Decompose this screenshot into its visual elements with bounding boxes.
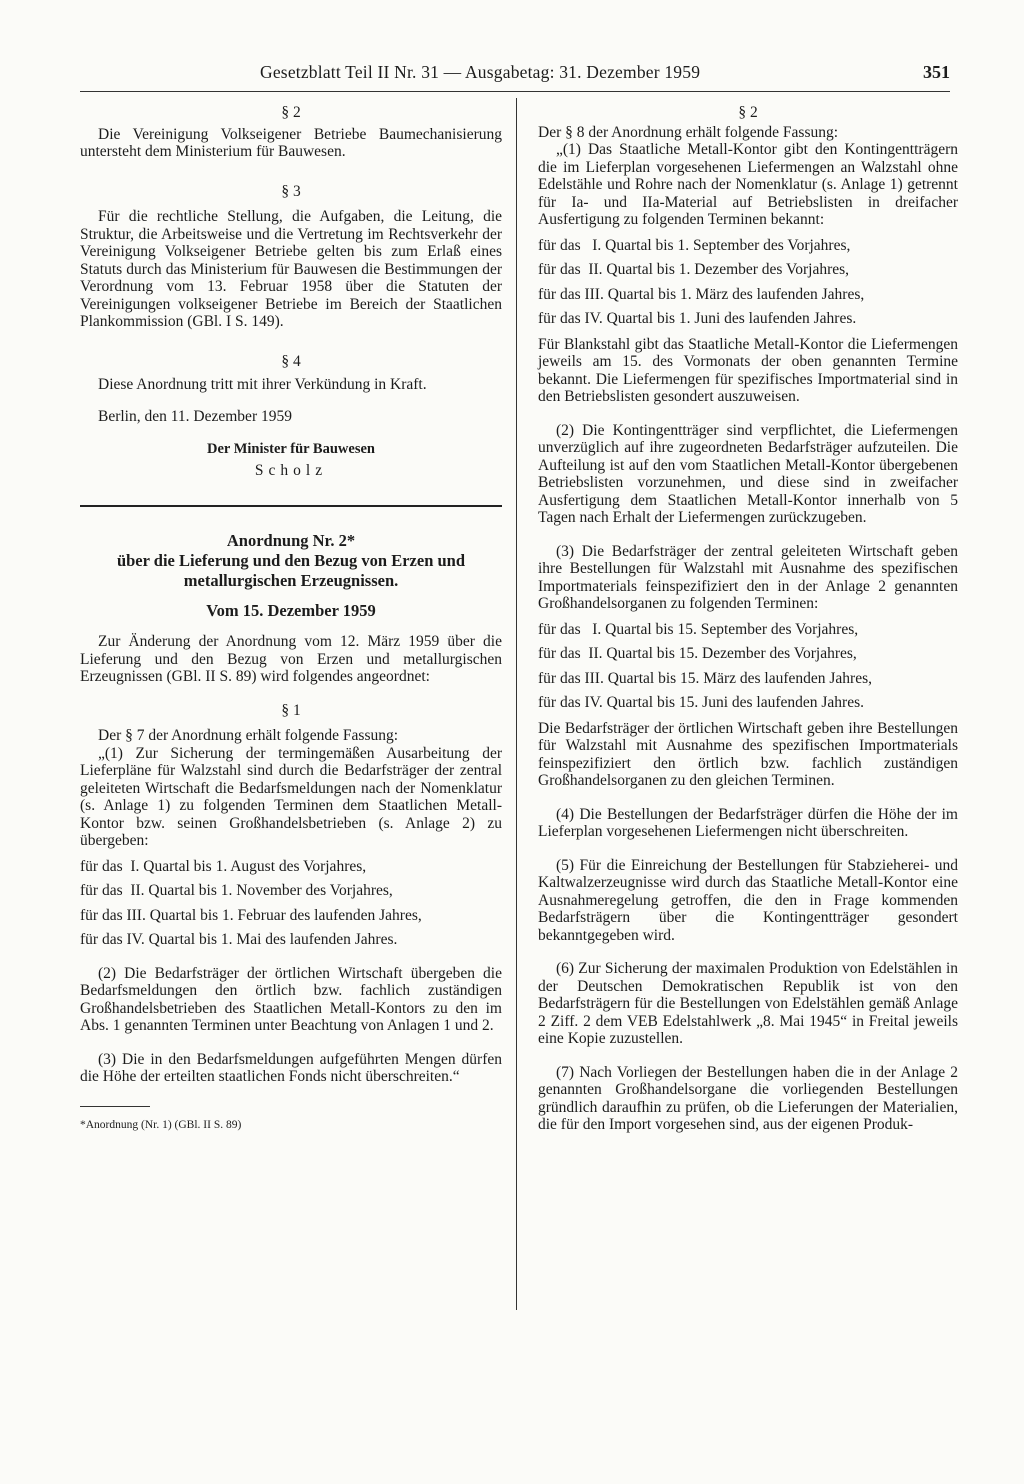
- footnote: *Anordnung (Nr. 1) (GBl. II S. 89): [80, 1118, 242, 1131]
- paragraph: (3) Die in den Bedarfsmeldungen aufgeführten Mengen dürfen die Höhe der erteilten staatlichen Fonds nicht überschreiten.“: [80, 1050, 502, 1085]
- signer-name: Scholz: [254, 461, 328, 479]
- quarter-deadline: für das III. Quartal bis 1. März des laufenden Jahres,: [538, 285, 865, 303]
- paragraph: „(1) Das Staatliche Metall-Kontor gibt den Kontingentträgern die im Lieferplan vorgesehenen Liefermengen an Walzstahl ohne Edelstähle und Rohre nach der Nomenklatur (s. Anlage 1) getrennt für Ia- und IIa-Material auf Betriebslisten in dreifacher Ausfertigung zu folgenden Terminen bekannt:: [538, 141, 958, 228]
- paragraph: (2) Die Kontingentträger sind verpflichtet, die Liefermengen unverzüglich auf ihre zugeordneten Bedarfsträger aufzuteilen. Die Aufteilung ist auf den vom Staatlichen Metall-Kontor übergebenen Betriebslisten vorzunehmen, und diese sind in zweifacher Ausfertigung dem Staatlichen Metall-Kontor innerhalb von 5 Tagen nach Erhalt der Liefermengen zurückzugeben.: [538, 421, 958, 526]
- quarter-deadline: für das III. Quartal bis 1. Februar des laufenden Jahres,: [80, 906, 422, 924]
- quarter-deadline: für das IV. Quartal bis 1. Juni des laufenden Jahres.: [538, 310, 857, 327]
- section-heading: § 4: [281, 352, 301, 370]
- page-header: [80, 58, 950, 92]
- quarter-deadline: für das I. Quartal bis 15. September des Vorjahres,: [538, 620, 859, 638]
- quarter-deadline: für das I. Quartal bis 1. August des Vorjahres,: [80, 857, 367, 875]
- quarter-deadline: für das II. Quartal bis 15. Dezember des Vorjahres,: [538, 645, 857, 662]
- quarter-deadline: für das IV. Quartal bis 1. Mai des laufenden Jahres.: [80, 931, 398, 948]
- left-column: [80, 104, 502, 1134]
- paragraph: Der § 8 der Anordnung erhält folgende Fassung:: [538, 123, 839, 141]
- paragraph: Diese Anordnung tritt mit ihrer Verkündung in Kraft.: [98, 376, 427, 393]
- column-divider: [516, 98, 517, 1310]
- quarter-deadline: für das II. Quartal bis 1. Dezember des Vorjahres,: [538, 261, 850, 278]
- paragraph: (3) Die Bedarfsträger der zentral geleiteten Wirtschaft geben ihre Bestellungen für Walzstahl mit Ausnahme des spezifischen Importmaterials feinspezifiziert den in der Anlage 2 genannten Großhandelsorganen zu folgenden Terminen:: [538, 542, 958, 612]
- paragraph: Die Bedarfsträger der örtlichen Wirtschaft geben ihre Bestellungen für Walzstahl mit Ausnahme des spezifischen Importmaterials feinspezifiziert den örtlich bzw. fachlich zuständigen Großhandelsorganen zu den gleichen Terminen.: [538, 719, 958, 789]
- paragraph: (6) Zur Sicherung der maximalen Produktion von Edelstählen in der Deutschen Demokratischen Republik ist von den Bedarfsträgern für die Bestellungen von Edelstählen gemäß Anlage 2 Ziff. 2 dem VEB Edelstahlwerk „8. Mai 1945“ in Freital jeweils eine Kopie zuzustellen.: [538, 960, 958, 1047]
- paragraph: (7) Nach Vorliegen der Bestellungen haben die in der Anlage 2 genannten Großhandelsorgane die vorliegenden Bestellungen gründlich daraufhin zu prüfen, ob die Lieferungen der Materialien, die für den Import vorgesehen sind, aus der eigenen Produk-: [538, 1063, 958, 1133]
- paragraph: Zur Änderung der Anordnung vom 12. März 1959 über die Lieferung und den Bezug von Erzen und metallurgischen Erzeugnissen (GBl. II S. 89) wird folgendes angeordnet:: [80, 633, 502, 685]
- quarter-deadline: für das II. Quartal bis 1. November des Vorjahres,: [80, 882, 393, 899]
- page-number: 351: [923, 62, 950, 82]
- paragraph: (4) Die Bestellungen der Bedarfsträger dürfen die Höhe der im Lieferplan vorgesehenen Liefermengen nicht überschreiten.: [538, 805, 958, 840]
- quarter-deadline: für das III. Quartal bis 15. März des laufenden Jahres,: [538, 669, 872, 687]
- ordinance-subject: über die Lieferung und den Bezug von Erzen und metallurgischen Erzeugnissen.: [116, 551, 466, 590]
- section-heading: § 2: [738, 104, 758, 121]
- paragraph: Die Vereinigung Volkseigener Betriebe Baumechanisierung untersteht dem Ministerium für Bauwesen.: [80, 125, 502, 160]
- ordinance-title: Anordnung Nr. 2*: [226, 531, 356, 550]
- signer-title: Der Minister für Bauwesen: [207, 441, 375, 457]
- header-rule: [80, 91, 950, 92]
- paragraph: (5) Für die Einreichung der Bestellungen für Stabzieherei- und Kaltwalzerzeugnisse wird durch das Staatliche Metall-Kontor eine Ausnahmeregelung getroffen, die den in Frage kommenden Bedarfsträgern über die Kontingentträger gesondert bekanntgegeben wird.: [538, 856, 958, 944]
- paragraph: „(1) Zur Sicherung der termingemäßen Ausarbeitung der Lieferpläne für Walzstahl sind durch die Bedarfsträger der zentral geleiteten Wirtschaft die Bedarfsmeldungen nach der Nomenklatur (s. Anlage 1) zu folgenden Terminen dem Staatlichen Metall-Kontor bzw. seinen Großhandelsbetrieben (s. Anlage 2) zu übergeben:: [80, 744, 502, 849]
- paragraph: Der § 7 der Anordnung erhält folgende Fassung:: [98, 727, 399, 744]
- right-column: [538, 104, 958, 1134]
- quarter-deadline: für das IV. Quartal bis 15. Juni des laufenden Jahres.: [538, 694, 864, 711]
- section-heading: § 1: [281, 701, 301, 719]
- footnote-rule: [80, 1106, 150, 1107]
- section-rule: [80, 505, 502, 507]
- paragraph: Für die rechtliche Stellung, die Aufgaben, die Leitung, die Struktur, die Arbeitsweise und die Vertretung im Rechtsverkehr der Vereinigung Volkseigener Betriebe gelten bis zum Erlaß eines Statuts durch das Ministerium für Bauwesen die Bestimmungen der Verordnung vom 13. Februar 1958 über die Statuten der Vereinigungen volkseigener Betriebe im Bereich der Staatlichen Plankommission (GBl. I S. 149).: [80, 208, 502, 330]
- paragraph: Für Blankstahl gibt das Staatliche Metall-Kontor die Liefermengen jeweils am 15. des Vormonats der oben genannten Termine bekannt. Die Liefermengen für spezifisches Importmaterial sind in den Betriebslisten gesondert auszuweisen.: [538, 335, 958, 405]
- section-heading: § 3: [281, 182, 301, 200]
- quarter-deadline: für das I. Quartal bis 1. September des Vorjahres,: [538, 236, 851, 254]
- place-date: Berlin, den 11. Dezember 1959: [98, 407, 292, 425]
- section-heading: § 2: [281, 104, 301, 121]
- running-title: Gesetzblatt Teil II Nr. 31 — Ausgabetag: 31. Dezember 1959: [260, 62, 701, 82]
- paragraph: (2) Die Bedarfsträger der örtlichen Wirtschaft übergeben die Bedarfsmeldungen den örtlich bzw. fachlich zuständigen Großhandelsbetrieben des Staatlichen Metall-Kontors zu den im Abs. 1 genannten Terminen unter Beachtung von Anlagen 1 und 2.: [80, 964, 502, 1034]
- ordinance-date: Vom 15. Dezember 1959: [206, 601, 376, 620]
